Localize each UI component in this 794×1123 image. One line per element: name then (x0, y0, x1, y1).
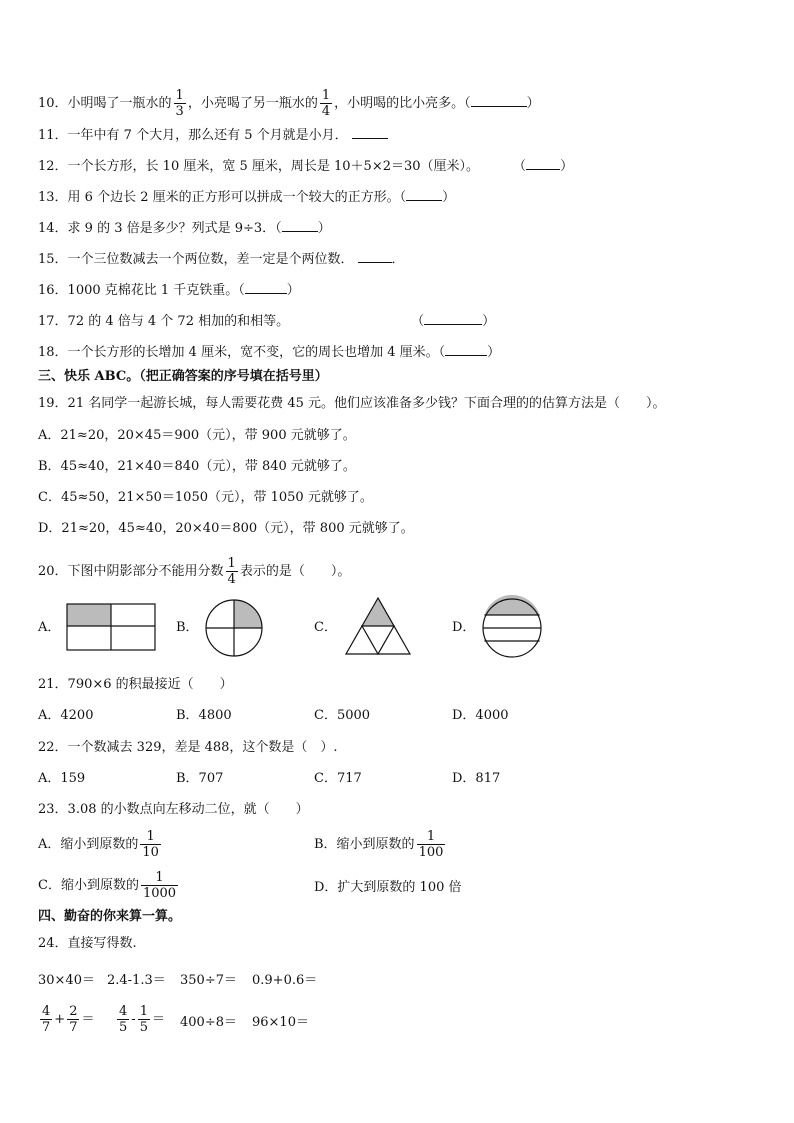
option-20-d-label[interactable]: D． (452, 620, 476, 635)
answer-blank[interactable] (424, 312, 482, 325)
paren-close: ） (482, 314, 496, 329)
q10-text-c: ，小明喝的比小亮多。（ (334, 96, 471, 111)
option-21-c[interactable]: C．5000 (314, 708, 371, 723)
calc-item: 0.9+0.6＝ (252, 973, 318, 988)
question-12 (38, 157, 573, 176)
option-23-d[interactable]: D．扩大到原数的 100 倍 (314, 880, 462, 895)
option-21-b[interactable]: B．4800 (176, 708, 232, 723)
fraction-one-tenth (140, 829, 161, 860)
frac-num: 2 (69, 1004, 78, 1019)
frac-num: 4 (42, 1004, 51, 1019)
q11-text: 11．一年中有 7 个大月，那么还有 5 个月就是小月． (38, 128, 348, 143)
q18-text: 18．一个长方形的长增加 4 厘米，宽不变，它的周长也增加 4 厘米。（ (38, 345, 446, 360)
frac-den: 4 (227, 572, 236, 587)
question-17 (38, 312, 495, 331)
question-21-stem: 21．790×6 的积最接近（ ） (38, 677, 233, 692)
frac-den: 4 (321, 104, 331, 119)
frac-den: 7 (69, 1020, 78, 1035)
frac-num: 1 (321, 88, 331, 103)
frac-den: 10 (142, 845, 159, 860)
question-14 (38, 219, 331, 238)
paren-close: ） (286, 283, 300, 298)
operator: - (131, 1012, 136, 1027)
fraction-one-hundredth (417, 829, 446, 860)
question-15 (38, 250, 405, 269)
frac-num: 4 (119, 1004, 128, 1019)
answer-blank[interactable] (282, 219, 318, 232)
option-22-b[interactable]: B．707 (176, 771, 224, 786)
paren-close: ） (560, 159, 574, 174)
section-4-heading: 四、勤奋的你来算一算。 (38, 909, 182, 924)
option-20-a-label[interactable]: A． (38, 620, 61, 635)
q20-text-b: 表示的是（ ）。 (239, 564, 351, 579)
q12-text: 12．一个长方形，长 10 厘米，宽 5 厘米，周长是 10＋5×2＝30（厘米）。 (38, 159, 480, 174)
calc-item: 2.4-1.3＝ (107, 973, 166, 988)
paren-open: （ (411, 314, 425, 329)
frac-num: 1 (146, 829, 155, 844)
fraction-one-thousandth (141, 870, 178, 901)
q10-text-a: 10．小明喝了一瓶水的 (38, 96, 172, 111)
calc-item: 350÷7＝ (180, 973, 237, 988)
q15-period: ． (391, 252, 405, 267)
fraction (138, 1004, 150, 1035)
paren-open: （ (513, 159, 527, 174)
frac-den: 1000 (142, 886, 177, 901)
option-20-c-label[interactable]: C． (314, 620, 337, 635)
question-22-stem: 22．一个数减去 329，差是 488，这个数是（ ）. (38, 740, 338, 755)
calc-item: 96×10＝ (252, 1015, 309, 1030)
question-24-stem: 24．直接写得数. (38, 936, 137, 951)
option-21-a[interactable]: A．4200 (38, 708, 94, 723)
option-text: C．缩小到原数的 (38, 878, 139, 893)
option-22-d[interactable]: D．817 (452, 771, 501, 786)
frac-num: 1 (155, 870, 164, 885)
circle-strips-figure[interactable] (482, 598, 542, 658)
frac-num: 1 (227, 556, 236, 571)
paren-close: ） (487, 345, 501, 360)
fraction-one-fourth (226, 556, 238, 587)
shaded-strip (484, 595, 539, 615)
frac-den: 3 (175, 104, 184, 119)
paren-close: ） (317, 221, 331, 236)
frac-num: 1 (139, 1004, 148, 1019)
calc-item: 30×40＝ (38, 973, 95, 988)
fraction (40, 1004, 52, 1035)
fraction-one-third (174, 88, 186, 119)
question-13 (38, 188, 455, 207)
shaded-quarter (362, 598, 394, 626)
frac-den: 5 (119, 1020, 128, 1035)
option-21-d[interactable]: D．4000 (452, 708, 509, 723)
question-19-stem: 19．21 名同学一起游长城，每人需要花费 45 元。他们应该准备多少钱？下面合理的的估算方法是（ ）。 (38, 396, 666, 411)
option-19-d[interactable]: D．21≈20，45≈40，20×40＝800（元），带 800 元就够了。 (38, 521, 414, 536)
question-10 (38, 88, 540, 119)
calc-item-fraction-sum (38, 1004, 94, 1035)
question-23-stem: 23．3.08 的小数点向左移动二位，就（ ） (38, 802, 309, 817)
q14-text: 14．求 9 的 3 倍是多少？列式是 9÷3．（ (38, 221, 282, 236)
frac-den: 100 (418, 845, 444, 860)
option-23-a[interactable] (38, 829, 163, 860)
paren-close: ） (442, 190, 456, 205)
circle-quarters-figure[interactable] (205, 599, 263, 657)
answer-blank[interactable] (406, 188, 442, 201)
question-18 (38, 343, 500, 362)
calc-item-fraction-diff (115, 1004, 165, 1035)
shaded-quarter (67, 604, 111, 626)
question-20-stem (38, 556, 350, 587)
frac-den: 5 (139, 1020, 148, 1035)
equals: ＝ (81, 1012, 95, 1027)
fraction (117, 1004, 129, 1035)
calc-item: 400÷8＝ (180, 1015, 237, 1030)
section-3-heading: 三、快乐 ABC。（把正确答案的序号填在括号里） (38, 369, 328, 384)
answer-blank[interactable] (352, 126, 388, 139)
option-19-c[interactable]: C．45≈50，21×50＝1050（元），带 1050 元就够了。 (38, 490, 373, 505)
option-23-b[interactable] (314, 829, 447, 860)
option-text: A．缩小到原数的 (38, 837, 139, 852)
q20-text-a: 20．下图中阴影部分不能用分数 (38, 564, 224, 579)
answer-blank[interactable] (526, 157, 560, 170)
equals: ＝ (151, 1012, 165, 1027)
question-11 (38, 126, 388, 145)
q10-text-d: ） (526, 96, 540, 111)
frac-num: 1 (175, 88, 184, 103)
answer-blank[interactable] (471, 94, 527, 107)
q16-text: 16．1000 克棉花比 1 千克铁重。（ (38, 283, 245, 298)
answer-blank[interactable] (445, 343, 487, 356)
option-23-c[interactable] (38, 870, 180, 901)
q15-text: 15．一个三位数减去一个两位数，差一定是个两位数． (38, 252, 354, 267)
q10-text-b: ，小亮喝了另一瓶水的 (187, 96, 318, 111)
answer-blank[interactable] (358, 250, 392, 263)
operator: + (54, 1012, 66, 1027)
frac-num: 1 (426, 829, 436, 844)
triangle-quarters-figure[interactable] (345, 597, 413, 657)
option-text: B．缩小到原数的 (314, 837, 415, 852)
answer-blank[interactable] (245, 281, 287, 294)
option-19-a[interactable]: A．21≈20，20×45＝900（元），带 900 元就够了。 (38, 428, 356, 443)
q13-text: 13．用 6 个边长 2 厘米的正方形可以拼成一个较大的正方形。（ (38, 190, 407, 205)
fraction-one-fourth (320, 88, 332, 119)
frac-den: 7 (42, 1020, 51, 1035)
option-19-b[interactable]: B．45≈40，21×40＝840（元），带 840 元就够了。 (38, 459, 356, 474)
option-22-c[interactable]: C．717 (314, 771, 362, 786)
question-16 (38, 281, 300, 300)
rectangle-quarters-figure[interactable] (66, 603, 158, 653)
q17-text: 17．72 的 4 倍与 4 个 72 相加的和相等。 (38, 314, 290, 329)
option-22-a[interactable]: A．159 (38, 771, 86, 786)
fraction (67, 1004, 79, 1035)
option-20-b-label[interactable]: B． (176, 620, 199, 635)
